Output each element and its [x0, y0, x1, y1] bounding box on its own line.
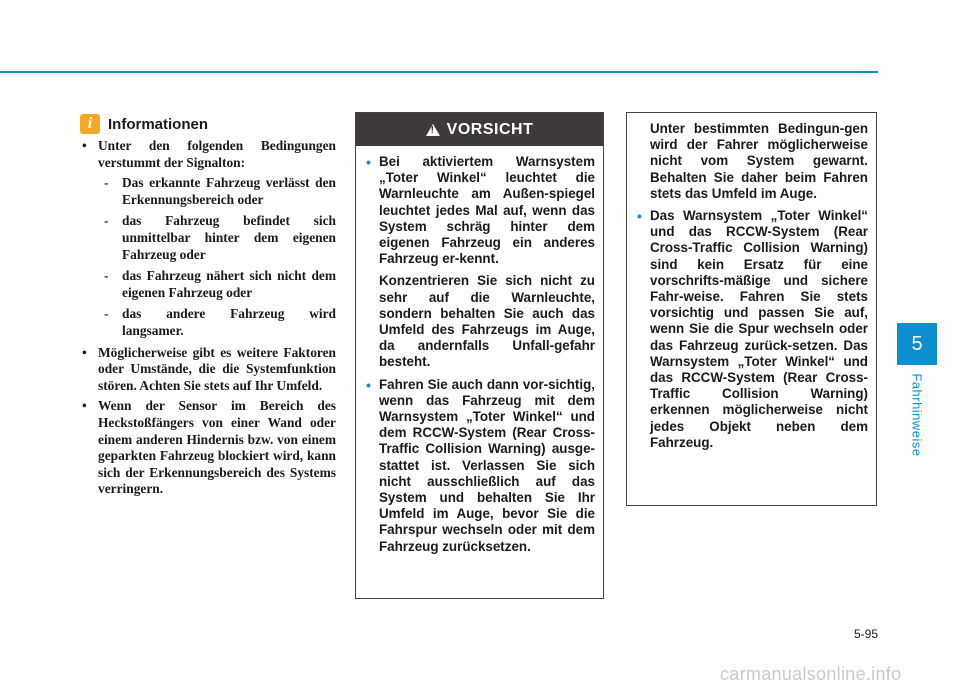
- caution-box: [355, 112, 604, 599]
- caution-body: [356, 146, 603, 555]
- information-list: [80, 138, 336, 498]
- page-number: 5-95: [853, 627, 878, 641]
- caution-continued-intro: Unter bestimmten Bedingun-gen wird der Fahrer möglicherweise nicht vom System gewarnt. Behalten Sie daher beim Fahren stets das Umfeld im Auge.: [650, 121, 868, 201]
- caution-continued-body: [627, 113, 876, 451]
- information-item-text: Unter den folgenden Bedingungen verstummt der Signalton:: [98, 138, 336, 170]
- chapter-tab: [897, 323, 937, 365]
- caution-item: • Das Warnsystem „Toter Winkel“ und das RCCW-System (Rear Cross-Traffic Collision Warning) sind kein Ersatz für eine vorschrifts-mäßige und sichere Fahr-weise. Fahren Sie stets vorsichtig und passen Sie auf, wenn Sie die Spur wechseln oder das Fahrzeug zurück-setzen. Das Warnsystem „Toter Winkel“ und das RCCW-System (Rear Cross-Traffic Collision Warning) erkennen möglicherweise nicht jedes Objekt neben dem Fahrzeug.: [637, 208, 868, 451]
- caution-box-continued: [626, 112, 877, 506]
- info-icon: i: [80, 114, 100, 134]
- caution-item: [366, 154, 595, 371]
- caution-continued-list: [637, 121, 868, 451]
- condition-list: [98, 175, 336, 339]
- condition-item: - das Fahrzeug befindet sich unmittelbar hinter dem eigenen Fahrzeug oder: [104, 213, 336, 263]
- chapter-number: 5: [911, 332, 923, 355]
- information-header: [80, 114, 336, 134]
- warning-triangle-icon: [426, 124, 440, 136]
- chapter-title: [892, 370, 942, 460]
- caution-title: VORSICHT: [446, 120, 534, 138]
- caution-list: [366, 154, 595, 555]
- watermark: carmanualsonline.info: [720, 664, 902, 684]
- caution-header: [356, 113, 603, 146]
- caution-item-text: Bei aktiviertem Warnsystem „Toter Winkel“ leuchtet die Warnleuchte am Außen-spiegel leuchtet jedes Mal auf, wenn das System schräg hinter dem eigenen Fahrzeug ein anderes Fahrzeug er-kennt.: [379, 154, 595, 267]
- condition-item: - das andere Fahrzeug wird langsamer.: [104, 306, 336, 339]
- condition-item: - Das erkannte Fahrzeug verlässt den Erkennungsbereich oder: [104, 175, 336, 208]
- caution-item: • Fahren Sie auch dann vor-sichtig, wenn das Fahrzeug mit dem Warnsystem „Toter Winkel“ und dem RCCW-System (Rear Cross-Traffic Collision Warning) ausge-stattet ist. Verlassen Sie sich nicht ausschließlich auf das System und behalten Sie Ihr Umfeld im Auge, bevor Sie die Fahrspur wechseln oder mit dem Fahrzeug zurücksetzen.: [366, 377, 595, 555]
- information-title: Informationen: [108, 115, 208, 133]
- condition-item: - das Fahrzeug nähert sich nicht dem eigenen Fahrzeug oder: [104, 268, 336, 301]
- caution-item-paragraph: Konzentrieren Sie sich nicht zu sehr auf die Warnleuchte, sondern behalten Sie auch das Umfeld des Fahrzeugs im Auge, da andernfalls Unfall-gefahr besteht.: [379, 273, 595, 370]
- information-item: • Möglicherweise gibt es weitere Faktoren oder Umstände, die die Systemfunktion stören. Achten Sie stets auf Ihr Umfeld.: [80, 345, 336, 395]
- chapter-title-text: Fahrhinweise: [909, 373, 925, 457]
- information-section: [80, 114, 336, 502]
- information-item: [80, 138, 336, 340]
- information-item: • Wenn der Sensor im Bereich des Heckstoßfängers von einer Wand oder einem anderen Hindernis bzw. von einem geparkten Fahrzeug blockiert wird, kann sich der Erkennungsbereich des Systems verringern.: [80, 398, 336, 498]
- top-rule: [0, 71, 878, 73]
